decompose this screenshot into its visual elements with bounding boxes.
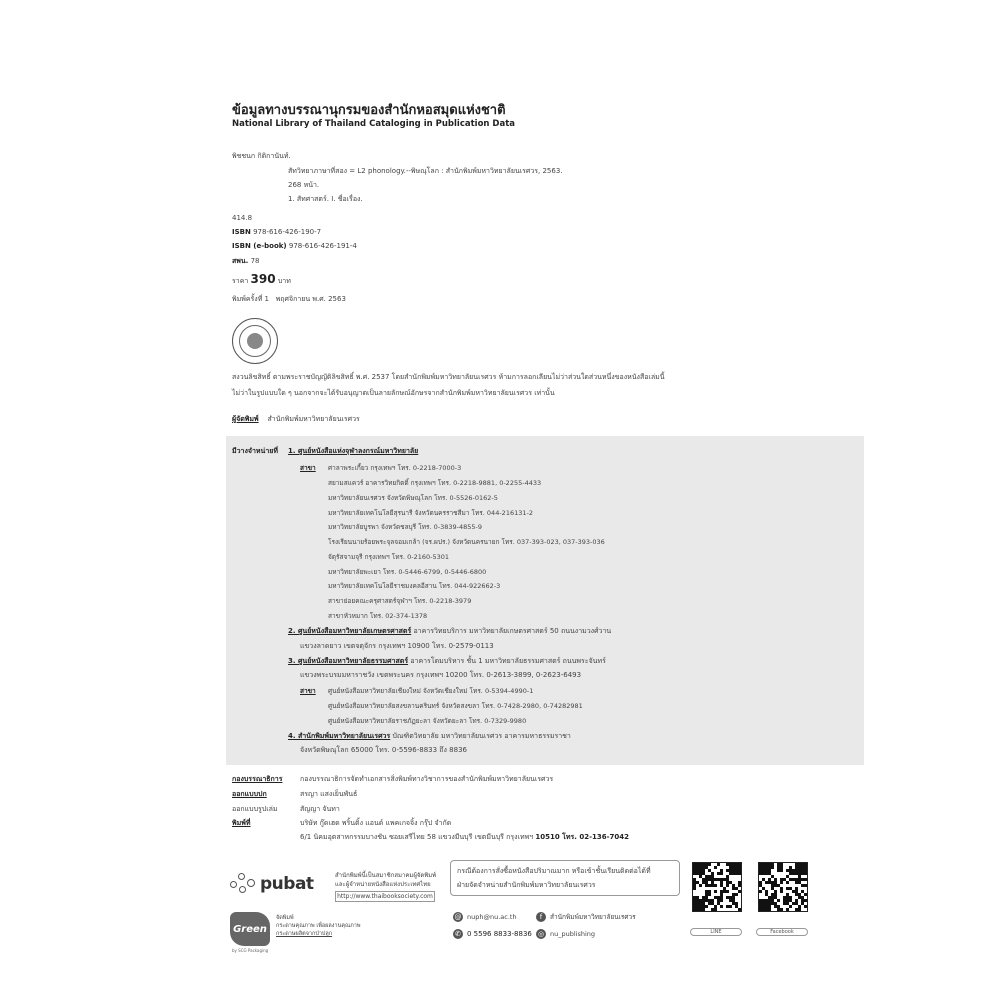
cip-isbn-ebook	[232, 242, 357, 250]
list-item: ศูนย์หนังสือมหาวิทยาลัยราชภัฏยะลา จังหวัดยะลา โทร. 0-7329-9980	[328, 717, 527, 725]
cip-edition	[232, 294, 346, 305]
qr-facebook-label: Facebook	[756, 928, 808, 936]
distribution-label: มีวางจำหน่ายที่	[232, 447, 278, 455]
distribution-panel	[226, 436, 864, 765]
list-item: ศาลาพระเกี้ยว กรุงเทพฯ โทร. 0-2218-7000-3	[328, 464, 462, 472]
cip-title-line: สัทวิทยาภาษาที่สอง = L2 phonology.--พิษณุโลก : สำนักพิมพ์มหาวิทยาลัยนเรศวร, 2563.	[288, 167, 563, 175]
printer-address-text: 6/1 นิคมอุตสาหกรรมบางชัน ซอยเสรีไทย 58 แขวงมีนบุรี เขตมีนบุรี กรุงเทพฯ	[300, 833, 536, 841]
group-4-detail: บัณฑิตวิทยาลัย มหาวิทยาลัยนเรศวร อาคารมหาธรรมราชา	[392, 732, 571, 740]
at-icon: @	[454, 913, 462, 921]
credit-value: กองบรรณาธิการจัดทำเอกสารสิ่งพิมพ์ทางวิชาการของสำนักพิมพ์มหาวิทยาลัยนเรศวร	[300, 775, 554, 783]
list-item: มหาวิทยาลัยบูรพา จังหวัดชลบุรี โทร. 0-3839-4855-9	[328, 523, 483, 531]
cip-pages: 268 หน้า.	[288, 181, 320, 189]
qr-pattern	[693, 863, 741, 911]
email-contact[interactable]	[453, 912, 517, 922]
callout-line-1: กรณีต้องการสั่งซื้อหนังสือปริมาณมาก หรือเข้าชั้นเรียนติดต่อได้ที่	[457, 867, 651, 875]
credit-value: สัญญา จันทา	[300, 805, 340, 813]
branch-label: สาขา	[300, 687, 316, 695]
cip-classification: 414.8	[232, 214, 253, 222]
credit-label: ออกแบบรูปเล่ม	[232, 805, 278, 813]
social-contact[interactable]	[536, 929, 595, 939]
copyright-line-2: ไม่ว่าในรูปแบบใด ๆ นอกจากจะได้รับอนุญาตเป็นลายลักษณ์อักษรจากสำนักพิมพ์มหาวิทยาลัยนเรศวร เท่านั้น	[232, 389, 555, 397]
list-item: มหาวิทยาลัยเทคโนโลยีราชมงคลอีสาน โทร. 044-922662-3	[328, 582, 501, 590]
list-item: มหาวิทยาลัยเทคโนโลยีสุรนารี จังหวัดนครราชสีมา โทร. 044-216131-2	[328, 509, 533, 517]
phone-contact[interactable]	[453, 929, 532, 939]
facebook-icon: f	[536, 912, 546, 922]
pubat-logo	[230, 870, 325, 898]
credit-label: ออกแบบปก	[232, 790, 267, 798]
group-4-title: 4. สำนักพิมพ์มหาวิทยาลัยนเรศวร	[288, 732, 391, 740]
callout-line-2: ฝ่ายจัดจำหน่ายสำนักพิมพ์มหาวิทยาลัยนเรศวร	[457, 881, 596, 889]
cip-spn	[232, 256, 260, 267]
group-4	[288, 731, 571, 742]
list-item: โรงเรียนนายร้อยพระจุลจอมเกล้า (จร.ผปร.) จังหวัดนครนายก โทร. 037-393-023, 037-393-036	[328, 538, 605, 546]
pubat-note-2: และผู้จำหน่ายหนังสือแห่งประเทศไทย	[335, 881, 431, 888]
price-value: 390	[250, 272, 276, 286]
group-3	[288, 656, 606, 667]
publisher	[232, 414, 360, 425]
green-note-1: จัดพิมพ์	[276, 915, 294, 921]
pubat-url-link[interactable]: http://www.thaibooksociety.com	[335, 891, 435, 902]
credit-value: สรญา แสงเย็นพันธ์	[300, 790, 358, 798]
spn-value: 78	[250, 257, 260, 265]
catalog-title-english: National Library of Thailand Cataloging in Publication Data	[232, 119, 516, 129]
isbn-label: ISBN	[232, 228, 251, 236]
edition-label: พิมพ์ครั้งที่ 1	[232, 295, 269, 303]
group-3-line2: แขวงพระบรมมหาราชวัง เขตพระนคร กรุงเทพฯ 10200 โทร. 0-2613-3899, 0-2623-6493	[300, 671, 582, 679]
green-label-logo	[230, 912, 270, 946]
qr-line-label: LINE	[690, 928, 742, 936]
cip-isbn	[232, 228, 321, 236]
facebook-text: สำนักพิมพ์มหาวิทยาลัยนเรศวร	[550, 913, 636, 921]
price-label: ราคา	[232, 277, 249, 285]
list-item: สยามสแควร์ อาคารวิทยกิตติ์ กรุงเทพฯ โทร. 0-2218-9881, 0-2255-4433	[328, 479, 542, 487]
isbn-value: 978-616-426-190-7	[253, 228, 322, 236]
publisher-value: สำนักพิมพ์มหาวิทยาลัยนเรศวร	[267, 415, 360, 423]
credit-label: กองบรรณาธิการ	[232, 775, 283, 783]
facebook-contact[interactable]	[536, 912, 636, 922]
group-1-title: 1. ศูนย์หนังสือแห่งจุฬาลงกรณ์มหาวิทยาลัย	[288, 447, 419, 455]
qr-code-facebook-icon[interactable]	[758, 862, 808, 912]
list-item: มหาวิทยาลัยนเรศวร จังหวัดพิษณุโลก โทร. 0-5526-0162-5	[328, 494, 498, 502]
cip-author: พิชชนก กิติกานันท์.	[232, 152, 291, 160]
isbn-ebook-label: ISBN (e-book)	[232, 242, 287, 250]
price-unit: บาท	[277, 277, 291, 285]
pubat-note-1: สำนักพิมพ์นี้เป็นสมาชิกสมาคมผู้จัดพิมพ์	[335, 872, 437, 879]
spn-label: สพน.	[232, 257, 249, 265]
university-seal-icon	[232, 318, 278, 364]
phone-icon: ✆	[453, 929, 463, 939]
green-sub: by SCG Packaging	[232, 948, 269, 953]
green-wordmark: Green	[233, 923, 267, 935]
green-note-2: กระดาษคุณภาพ เพื่อผลงานคุณภาพ	[276, 923, 361, 929]
isbn-ebook-value: 978-616-426-191-4	[288, 242, 357, 250]
group-2-detail: อาคารวิทยบริการ มหาวิทยาลัยเกษตรศาสตร์ 50 ถนนงามวงศ์วาน	[413, 627, 612, 635]
list-item: สาขาหัวหมาก โทร. 02-374-1378	[328, 612, 428, 620]
qr-code-line-icon[interactable]	[692, 862, 742, 912]
printer-address	[300, 832, 629, 843]
social-text: nu_publishing	[550, 930, 596, 938]
group-4-line2: จังหวัดพิษณุโลก 65000 โทร. 0-5596-8833 ถึง 8836	[300, 746, 467, 754]
printer-postcode-phone: 10510 โทร. 02-136-7042	[535, 833, 630, 841]
edition-date: พฤศจิกายน พ.ศ. 2563	[275, 295, 346, 303]
group-3-title: 3. ศูนย์หนังสือมหาวิทยาลัยธรรมศาสตร์	[288, 657, 409, 665]
list-item: มหาวิทยาลัยพะเยา โทร. 0-5446-6799, 0-5446-6800	[328, 568, 487, 576]
group-2	[288, 626, 611, 637]
credit-value: บริษัท กู๊ดเฮด พริ้นติ้ง แอนด์ แพคเกจจิ้ง กรุ๊ป จำกัด	[300, 819, 452, 827]
group-2-line2: แขวงลาดยาว เขตจตุจักร กรุงเทพฯ 10900 โทร. 0-2579-0113	[300, 642, 494, 650]
list-item: สาขาย่อยคณะครุศาสตร์จุฬาฯ โทร. 0-2218-3979	[328, 597, 472, 605]
qr-pattern	[759, 863, 807, 911]
group-2-title: 2. ศูนย์หนังสือมหาวิทยาลัยเกษตรศาสตร์	[288, 627, 412, 635]
pubat-wordmark: pubat	[260, 874, 314, 894]
pubat-dots-icon	[230, 871, 256, 897]
catalog-title-thai: ข้อมูลทางบรรณานุกรมของสำนักหอสมุดแห่งชาติ	[232, 103, 506, 118]
branch-label: สาขา	[300, 464, 316, 472]
green-note-3: กระดาษผลิตจากป่าปลูก	[276, 931, 333, 937]
publisher-label: ผู้จัดพิมพ์	[232, 415, 259, 423]
list-item: ศูนย์หนังสือมหาวิทยาลัยเชียงใหม่ จังหวัดเชียงใหม่ โทร. 0-5394-4990-1	[328, 687, 534, 695]
credit-label: พิมพ์ที่	[232, 819, 251, 827]
email-text: nuph@nu.ac.th	[467, 913, 517, 921]
copyright-line-1: สงวนลิขสิทธิ์ ตามพระราชบัญญัติลิขสิทธิ์ พ.ศ. 2537 โดยสำนักพิมพ์มหาวิทยาลัยนเรศวร ห้ามการลอกเลียนไม่ว่าส่วนใดส่วนหนึ่งของหนังสือเล่มนี้	[232, 373, 665, 381]
group-3-detail: อาคารโดมบริหาร ชั้น 1 มหาวิทยาลัยธรรมศาสตร์ ถนนพระจันทร์	[410, 657, 606, 665]
cip-price	[232, 272, 291, 287]
cip-subjects: 1. สัทศาสตร์. I. ชื่อเรื่อง.	[288, 195, 363, 203]
list-item: ศูนย์หนังสือมหาวิทยาลัยสงขลานครินทร์ จังหวัดสงขลา โทร. 0-7428-2980, 0-74282981	[328, 702, 583, 710]
list-item: จัตุรัสจามจุรี กรุงเทพฯ โทร. 0-2160-5301	[328, 553, 450, 561]
social-icon: ◎	[537, 930, 545, 938]
phone-text: 0 5596 8833-8836	[467, 930, 532, 938]
